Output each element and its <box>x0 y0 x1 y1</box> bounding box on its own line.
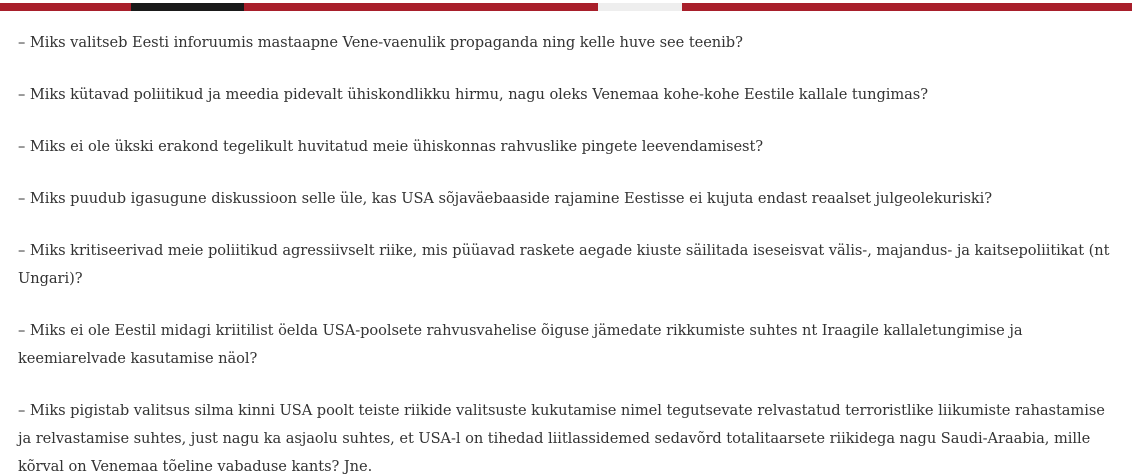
article-paragraph: – Miks ei ole Eestil midagi kriitilist öelda USA-poolsete rahvusvahelise õiguse jämedate rikkumiste suhtes nt Iraagile kallaletungimise ja keemiarelvade kasutamise näol? <box>18 322 1023 367</box>
article-paragraph: – Miks puudub igasugune diskussioon selle üle, kas USA sõjaväebaaside rajamine Eestisse ei kujuta endast reaalset julgeolekuriski? <box>18 190 993 207</box>
color-bar-segment-dark <box>131 3 244 11</box>
color-bar-segment-red <box>244 3 598 11</box>
article-paragraph: – Miks kütavad poliitikud ja meedia pidevalt ühiskondlikku hirmu, nagu oleks Venemaa kohe-kohe Eestile kallale tungimas? <box>18 86 929 103</box>
color-bar-segment-red <box>0 3 131 11</box>
color-bar-segment-light <box>598 3 682 11</box>
article-paragraph: – Miks ei ole ükski erakond tegelikult huvitatud meie ühiskonnas rahvuslike pingete leevendamisest? <box>18 138 764 155</box>
top-color-bar <box>0 3 1140 11</box>
article-body <box>18 29 1118 476</box>
article-paragraph: – Miks kritiseerivad meie poliitikud agressiivselt riike, mis püüavad raskete aegade kiuste säilitada iseseisvat välis-, majandus- ja kaitsepoliitikat (nt Ungari)? <box>18 242 1110 287</box>
color-bar-segment-red <box>682 3 1132 11</box>
article-paragraph: – Miks valitseb Eesti inforuumis mastaapne Vene-vaenulik propaganda ning kelle huve see teenib? <box>18 34 743 51</box>
article-paragraph: – Miks pigistab valitsus silma kinni USA poolt teiste riikide valitsuste kukutamise nimel tegutsevate relvastatud terroristlike liikumiste rahastamise ja relvastamise suhtes, just nagu ka asjaolu suhtes, et USA-l on tihedad liitlassidemed sedavõrd totalitaarsete riikidega nagu Saudi-Araabia, mille kõrval on Venemaa tõeline vabaduse kants? Jne. <box>18 402 1105 475</box>
